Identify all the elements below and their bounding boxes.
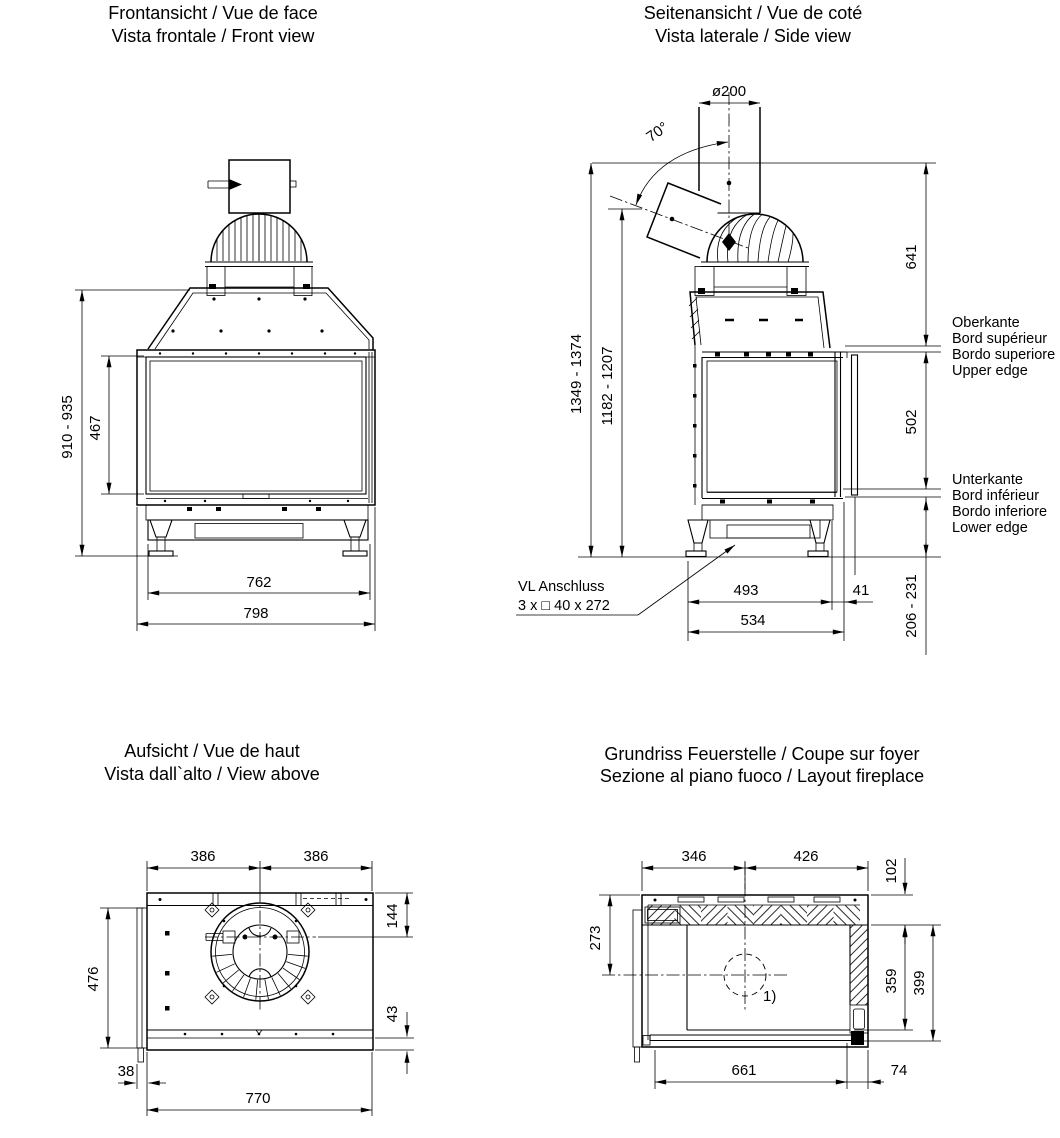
dim-top-front-frame: 43 xyxy=(384,1005,401,1023)
layout-door-lock xyxy=(851,1031,864,1045)
dim-front-overall-height: 910 - 935 xyxy=(59,395,76,459)
layout-dimensions xyxy=(587,848,941,1089)
dim-side-depth-inner: 493 xyxy=(733,582,759,599)
upper-edge-label-fr: Bord supérieur xyxy=(952,331,1048,347)
dim-front-glass-height: 467 xyxy=(87,415,104,441)
side-dimensions-bottom xyxy=(688,502,873,641)
dim-side-base-height: 206 - 231 xyxy=(903,574,920,638)
side-door-frame xyxy=(835,352,841,497)
dim-side-glass-offset: 41 xyxy=(852,582,870,599)
dim-layout-back-left: 346 xyxy=(681,848,707,865)
top-damper-axle xyxy=(205,931,316,943)
side-flue-pipe xyxy=(699,107,760,213)
layout-side-wall-hatched xyxy=(850,925,868,1033)
dim-side-flue-diameter: ø200 xyxy=(711,83,747,100)
layout-flue-reference-circle xyxy=(602,862,787,1012)
vl-connection-label-line1: VL Anschluss xyxy=(518,579,605,595)
side-view-title-line1: Seitenansicht / Vue de coté xyxy=(643,3,863,23)
dim-top-flue-offset: 144 xyxy=(384,903,401,929)
view-titles xyxy=(104,3,924,786)
dim-front-inner-width: 762 xyxy=(246,574,272,591)
front-base xyxy=(146,505,368,556)
side-view xyxy=(516,83,1055,655)
dim-front-outer-width: 798 xyxy=(243,605,269,622)
upper-edge-label-en: Upper edge xyxy=(952,363,1028,379)
dim-side-top-to-upper-edge: 641 xyxy=(903,244,920,270)
front-dome-damper xyxy=(205,213,313,296)
top-dome-flue-opening xyxy=(205,889,316,1012)
front-firebox xyxy=(137,350,375,505)
layout-view xyxy=(587,848,941,1089)
side-body xyxy=(693,345,858,575)
side-hood xyxy=(689,292,830,348)
side-base xyxy=(578,505,941,557)
dim-side-glass-height: 502 xyxy=(903,409,920,435)
dim-top-half-left: 386 xyxy=(190,848,216,865)
upper-edge-label-it: Bordo superiore xyxy=(952,347,1056,363)
front-view xyxy=(59,160,375,631)
dim-side-height-vertical: 1349 - 1374 xyxy=(568,333,585,415)
front-leg-right xyxy=(343,520,367,556)
front-dimensions xyxy=(59,290,375,631)
dim-top-bracket: 38 xyxy=(117,1063,135,1080)
front-flue-box xyxy=(208,160,296,213)
top-view-title-line2: Vista dall`alto / View above xyxy=(104,764,320,784)
side-angle-dimension xyxy=(636,83,760,205)
layout-side-bracket xyxy=(633,910,642,1062)
front-hood xyxy=(148,288,373,350)
side-edge-labels xyxy=(952,315,1055,536)
side-dimensions-left xyxy=(568,163,642,557)
dim-top-width: 770 xyxy=(245,1090,271,1107)
side-glass-pane xyxy=(852,355,858,495)
dim-layout-left-depth: 273 xyxy=(587,925,604,951)
lower-edge-label-de: Unterkante xyxy=(952,472,1023,488)
vl-connection-label-line2: 3 x □ 40 x 272 xyxy=(518,598,610,614)
dim-layout-side-wall: 74 xyxy=(890,1062,908,1079)
side-leg-left xyxy=(686,520,708,557)
dim-layout-back-right: 426 xyxy=(793,848,819,865)
top-side-bracket xyxy=(137,908,147,1062)
layout-view-title-line1: Grundriss Feuerstelle / Coupe sur foyer xyxy=(604,744,920,764)
layout-note-ref: 1) xyxy=(763,988,777,1005)
front-view-title-line2: Vista frontale / Front view xyxy=(111,26,315,46)
side-vl-callout xyxy=(516,545,735,615)
top-front-band xyxy=(147,1030,373,1038)
top-dimensions xyxy=(85,848,414,1116)
top-view xyxy=(85,848,414,1116)
dim-top-half-right: 386 xyxy=(303,848,329,865)
lower-edge-label-fr: Bord inférieur xyxy=(952,488,1040,504)
dim-layout-firebox-depth: 359 xyxy=(883,968,900,994)
side-vl-connection-box xyxy=(727,525,810,538)
front-leg-left xyxy=(149,520,173,556)
upper-edge-label-de: Oberkante xyxy=(952,315,1020,331)
layout-view-title-line2: Sezione al piano fuoco / Layout fireplace xyxy=(599,766,925,786)
front-glass xyxy=(146,357,366,494)
dim-layout-total-depth: 399 xyxy=(911,970,928,996)
side-view-title-line2: Vista laterale / Side view xyxy=(655,26,851,46)
lower-edge-label-en: Lower edge xyxy=(952,520,1028,536)
dim-layout-firebox-width: 661 xyxy=(731,1062,757,1079)
top-view-title-line1: Aufsicht / Vue de haut xyxy=(124,741,300,761)
dim-side-depth-outer: 534 xyxy=(740,612,766,629)
layout-front-glass xyxy=(643,1031,864,1045)
dim-side-flue-angle: 70° xyxy=(643,118,672,146)
front-view-title-line1: Frontansicht / Vue de face xyxy=(108,3,318,23)
lower-edge-label-it: Bordo inferiore xyxy=(952,504,1048,520)
dim-side-height-angled: 1182 - 1207 xyxy=(599,346,616,426)
dim-top-depth: 476 xyxy=(85,966,102,992)
dim-layout-back-wall: 102 xyxy=(883,858,900,884)
